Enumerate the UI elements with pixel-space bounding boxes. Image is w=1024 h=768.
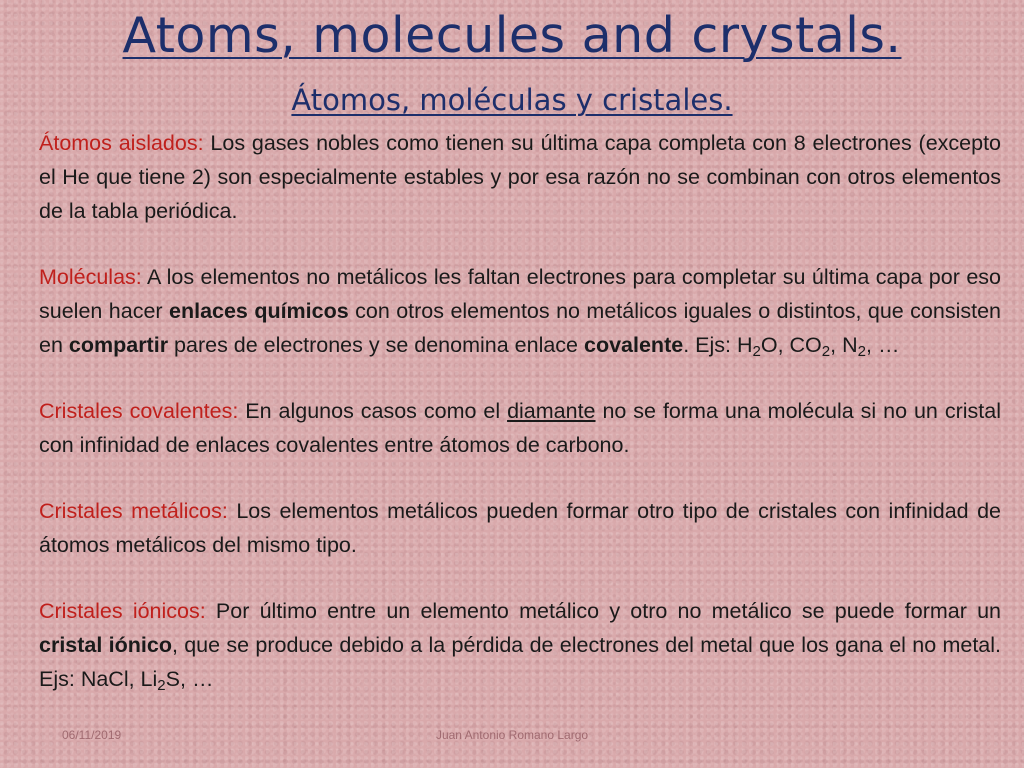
paragraph-text: Por último entre un elemento metálico y otro no metálico se puede formar un <box>205 599 1002 623</box>
paragraph-text: En algunos casos como el <box>238 399 508 423</box>
slide-title: Atoms, molecules and crystals. <box>122 7 902 64</box>
subscript: 2 <box>857 342 867 360</box>
paragraph-text: pares de electrones y se denomina enlace <box>168 333 584 357</box>
subscript: 2 <box>752 342 761 360</box>
bold-text: cristal iónico <box>39 633 172 657</box>
slide-subtitle: Átomos, moléculas y cristales. <box>291 83 733 117</box>
subscript: 2 <box>821 342 831 360</box>
term-label: Moléculas: <box>39 265 142 289</box>
paragraph-text: O, CO <box>760 333 822 357</box>
paragraph-atomos-aislados <box>39 126 1001 228</box>
paragraph-text: S, … <box>165 667 214 691</box>
term-label: Cristales iónicos: <box>39 599 206 623</box>
paragraph-text: Los gases nobles como tienen su última capa completa con 8 electrones (excepto el He que tiene 2) son especialmente estables y por esa razón no se combinan con otros elementos de la tabla periódica. <box>39 131 1002 223</box>
bold-text: enlaces químicos <box>169 299 349 323</box>
slide-body <box>39 126 1001 696</box>
paragraph-text: no se forma una molécula si no un cristal con infinidad de enlaces covalentes entre átomos de carbono. <box>39 399 1001 457</box>
paragraph-cristales-metalicos <box>39 494 1001 562</box>
subscript: 2 <box>157 676 166 694</box>
bold-text: covalente <box>584 333 684 357</box>
term-label: Cristales metálicos: <box>39 499 228 523</box>
paragraph-text: con otros elementos no metálicos iguales o distintos, que consisten en <box>39 299 1001 357</box>
paragraph-text: , N <box>830 333 858 357</box>
footer-author: Juan Antonio Romano Largo <box>435 728 589 742</box>
bold-text: compartir <box>68 333 169 357</box>
paragraph-text: , que se produce debido a la pérdida de electrones del metal que los gana el no metal. Ejs: NaCl, Li <box>39 633 1002 691</box>
footer-date: 06/11/2019 <box>62 728 122 742</box>
paragraph-text: Los elementos metálicos pueden formar otro tipo de cristales con infinidad de átomos metálicos del mismo tipo. <box>39 499 1002 557</box>
term-label: Cristales covalentes: <box>39 399 239 423</box>
term-label: Átomos aislados: <box>39 131 204 155</box>
paragraph-text: , … <box>866 333 900 357</box>
paragraph-text: . Ejs: H <box>683 333 753 357</box>
paragraph-cristales-ionicos <box>39 594 1001 696</box>
paragraph-cristales-covalentes <box>39 394 1001 462</box>
paragraph-moleculas <box>39 260 1001 362</box>
paragraph-text: A los elementos no metálicos les faltan electrones para completar su última capa por eso suelen hacer <box>39 265 1001 323</box>
underlined-text: diamante <box>507 399 596 423</box>
